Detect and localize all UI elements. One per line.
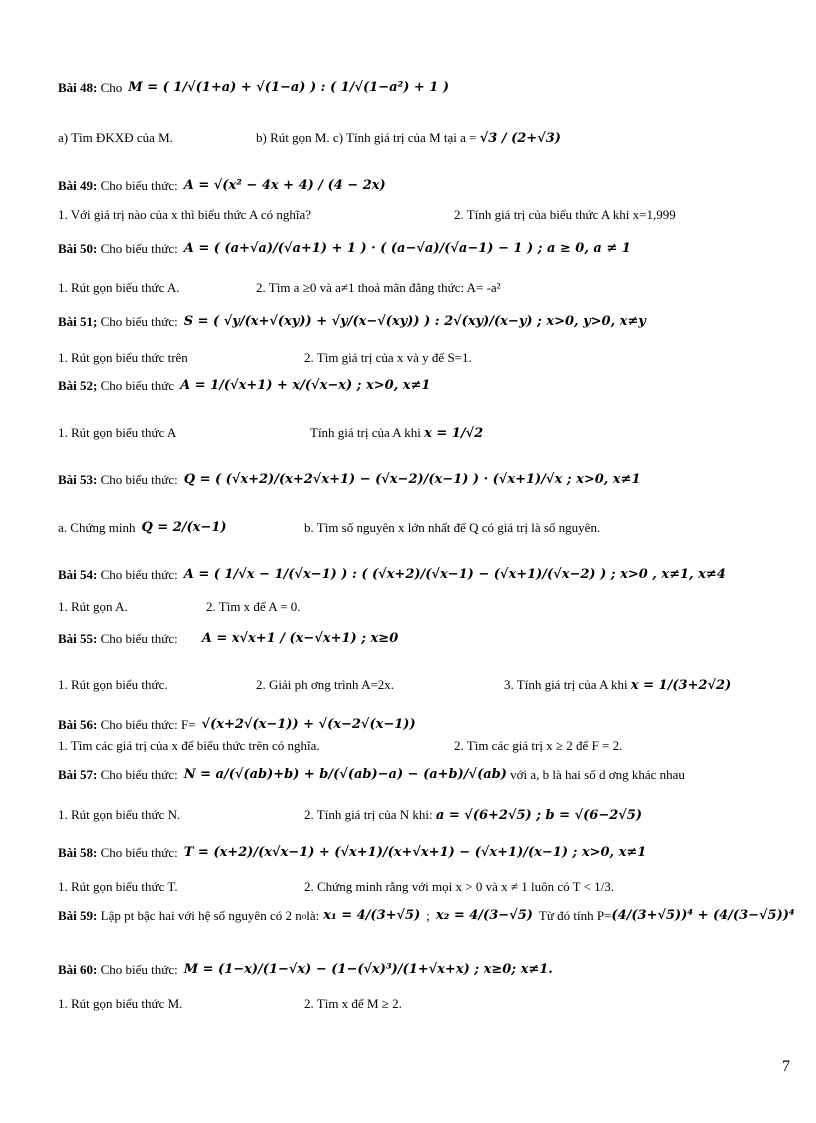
problem-54-questions bbox=[58, 599, 792, 615]
problem-57-questions bbox=[58, 807, 792, 823]
problem-59-x2: x₂ = 4/(3−√5) bbox=[435, 908, 533, 923]
problem-49-statement bbox=[58, 178, 792, 194]
problem-52-q2-value: x = 1/√2 bbox=[424, 425, 484, 441]
problem-55-title: Bài 55: bbox=[58, 631, 98, 646]
problem-60-formula: M = (1−x)/(1−√x) − (1−(√x)³)/(1+√x+x) ; x≥0; x≠1. bbox=[183, 962, 553, 977]
problem-53-q-a-value: Q = 2/(x−1) bbox=[141, 520, 227, 535]
problem-51-formula: S = ( √y/(x+√(xy)) + √y/(x−√(xy)) ) : 2√(xy)/(x−y) ; x>0, y>0, x≠y bbox=[183, 314, 646, 329]
problem-48-q-a: a) Tìm ĐKXĐ của M. bbox=[58, 130, 173, 145]
problem-56-title: Bài 56: bbox=[58, 717, 98, 732]
problem-52-questions bbox=[58, 425, 792, 441]
problem-56-intro: Cho biểu thức: F= bbox=[100, 717, 196, 732]
problem-56-q1: 1. Tìm các giá trị của x để biểu thức trên có nghĩa. bbox=[58, 738, 320, 753]
problem-53-formula: Q = ( (√x+2)/(x+2√x+1) − (√x−2)/(x−1) ) · (√x+1)/√x ; x>0, x≠1 bbox=[183, 472, 641, 487]
problem-58-questions bbox=[58, 879, 792, 895]
problem-50-q2: 2. Tìm a ≥0 và a≠1 thoả mãn đẳng thức: A= -a² bbox=[256, 280, 501, 295]
problem-48-q-c: c) Tính giá trị của M tại a = bbox=[332, 129, 477, 145]
problem-50-q1: 1. Rút gọn biểu thức A. bbox=[58, 280, 180, 295]
problem-57-q2: 2. Tính giá trị của N khi: bbox=[304, 806, 433, 822]
problem-54-q1: 1. Rút gọn A. bbox=[58, 599, 128, 614]
problem-50-formula: A = ( (a+√a)/(√a+1) + 1 ) · ( (a−√a)/(√a−1) − 1 ) ; a ≥ 0, a ≠ 1 bbox=[183, 241, 631, 256]
problem-48-intro: Cho bbox=[100, 80, 123, 95]
problem-55-intro: Cho biểu thức: bbox=[100, 631, 178, 646]
problem-57-q1: 1. Rút gọn biểu thức N. bbox=[58, 807, 181, 822]
problem-53-q-a: a. Chứng minh bbox=[58, 520, 136, 535]
problem-49-formula: A = √(x² − 4x + 4) / (4 − 2x) bbox=[183, 178, 386, 193]
problem-60-intro: Cho biểu thức: bbox=[100, 962, 178, 977]
problem-51-questions bbox=[58, 350, 792, 366]
problem-55-questions bbox=[58, 677, 792, 693]
problem-54-formula: A = ( 1/√x − 1/(√x−1) ) : ( (√x+2)/(√x−1) − (√x+1)/(√x−2) ) ; x>0 , x≠1, x≠4 bbox=[183, 567, 726, 582]
problem-55-q3: 3. Tính giá trị của A khi bbox=[504, 676, 628, 692]
problem-49-title: Bài 49: bbox=[58, 178, 98, 193]
problem-52-formula: A = 1/(√x+1) + x/(√x−x) ; x>0, x≠1 bbox=[180, 378, 431, 393]
problem-58-statement bbox=[58, 845, 792, 861]
problem-60-q1: 1. Rút gọn biểu thức M. bbox=[58, 996, 183, 1011]
problem-52-q1: 1. Rút gọn biểu thức A bbox=[58, 425, 177, 440]
problem-56-statement bbox=[58, 717, 792, 733]
problem-49-intro: Cho biểu thức: bbox=[100, 178, 178, 193]
problem-59-statement: Bài 59: Lập pt bậc hai với hệ số nguyên có 2 n o là: x₁ = 4/(3+√5) ; x₂ = 4/(3−√5) Từ đó tính P= (4/(3+√5))⁴ + (4/(3−√5))⁴ bbox=[58, 908, 795, 923]
problem-53-title: Bài 53: bbox=[58, 472, 98, 487]
problem-59-title: Bài 59: bbox=[58, 908, 98, 923]
problem-48-q-c-value: √3 / (2+√3) bbox=[479, 130, 561, 146]
problem-58-intro: Cho biểu thức: bbox=[100, 845, 178, 860]
problem-52-intro: Cho biểu thức bbox=[100, 378, 175, 393]
problem-57-intro: Cho biểu thức: bbox=[100, 767, 178, 782]
problem-55-q3-value: x = 1/(3+2√2) bbox=[630, 677, 732, 693]
problem-60-statement bbox=[58, 962, 792, 978]
problem-51-intro: Cho biểu thức: bbox=[100, 314, 178, 329]
problem-57-title: Bài 57: bbox=[58, 767, 98, 782]
problem-48-title: Bài 48: bbox=[58, 80, 98, 95]
problem-48-formula: M = ( 1/√(1+a) + √(1−a) ) : ( 1/√(1−a²) + 1 ) bbox=[128, 80, 450, 95]
problem-50-intro: Cho biểu thức: bbox=[100, 241, 178, 256]
problem-54-title: Bài 54: bbox=[58, 567, 98, 582]
problem-58-formula: T = (x+2)/(x√x−1) + (√x+1)/(x+√x+1) − (√x+1)/(x−1) ; x>0, x≠1 bbox=[183, 845, 647, 860]
problem-55-q2: 2. Giải ph ơng trình A=2x. bbox=[256, 677, 395, 692]
problem-52-q2: Tính giá trị của A khi bbox=[310, 424, 421, 440]
problem-58-q2: 2. Chứng minh rằng với mọi x > 0 và x ≠ 1 luôn có T < 1/3. bbox=[304, 879, 615, 894]
problem-48-q-b: b) Rút gọn M. bbox=[256, 129, 330, 145]
problem-57-formula: N = a/(√(ab)+b) + b/(√(ab)−a) − (a+b)/√(ab) bbox=[183, 767, 507, 782]
problem-60-title: Bài 60: bbox=[58, 962, 98, 977]
problem-58-q1: 1. Rút gọn biểu thức T. bbox=[58, 879, 178, 894]
problem-55-formula: A = x√x+1 / (x−√x+1) ; x≥0 bbox=[201, 631, 399, 646]
problem-48-questions bbox=[58, 130, 792, 146]
problem-59-intro-sub: o bbox=[301, 911, 307, 921]
problem-52-title: Bài 52; bbox=[58, 378, 98, 393]
problem-56-formula: √(x+2√(x−1)) + √(x−2√(x−1)) bbox=[201, 717, 416, 732]
problem-55-q1: 1. Rút gọn biểu thức. bbox=[58, 677, 168, 692]
problem-57-q2-value: a = √(6+2√5) ; b = √(6−2√5) bbox=[435, 807, 642, 823]
problem-51-q1: 1. Rút gọn biểu thức trên bbox=[58, 350, 188, 365]
problem-60-questions bbox=[58, 996, 792, 1012]
problem-57-note: với a, b là hai số d ơng khác nhau bbox=[510, 767, 685, 782]
problem-54-intro: Cho biểu thức: bbox=[100, 567, 178, 582]
problem-48-statement bbox=[58, 80, 792, 96]
problem-56-q2: 2. Tìm các giá trị x ≥ 2 để F = 2. bbox=[454, 738, 623, 753]
problem-49-q1: 1. Với giá trị nào của x thì biểu thức A có nghĩa? bbox=[58, 207, 312, 222]
problem-59-x1: x₁ = 4/(3+√5) bbox=[323, 908, 421, 923]
problem-50-statement bbox=[58, 241, 792, 257]
problem-53-statement bbox=[58, 472, 792, 488]
problem-51-title: Bài 51; bbox=[58, 314, 98, 329]
problem-57-statement bbox=[58, 767, 792, 783]
problem-50-title: Bài 50: bbox=[58, 241, 98, 256]
problem-54-statement bbox=[58, 567, 792, 583]
problem-59-intro: Lập pt bậc hai với hệ số nguyên có 2 n bbox=[100, 908, 302, 923]
problem-56-questions bbox=[58, 738, 792, 754]
problem-53-intro: Cho biểu thức: bbox=[100, 472, 178, 487]
problem-49-q2: 2. Tính giá trị của biểu thức A khi x=1,999 bbox=[454, 207, 676, 222]
problem-59-intro-end: là: bbox=[306, 908, 320, 923]
problem-49-questions bbox=[58, 207, 792, 223]
problem-59-tail: Từ đó tính P= bbox=[538, 908, 612, 923]
problem-55-statement bbox=[58, 631, 792, 647]
problem-53-questions bbox=[58, 520, 792, 536]
problem-52-statement bbox=[58, 378, 792, 394]
page-number: 7 bbox=[782, 1058, 790, 1075]
problem-60-q2: 2. Tìm x để M ≥ 2. bbox=[304, 996, 402, 1011]
problem-51-q2: 2. Tìm giá trị của x và y để S=1. bbox=[304, 350, 472, 365]
problem-59-p-expression: (4/(3+√5))⁴ + (4/(3−√5))⁴ bbox=[611, 908, 795, 923]
problem-50-questions bbox=[58, 280, 792, 296]
problem-53-q-b: b. Tìm số nguyên x lớn nhất để Q có giá trị là số nguyên. bbox=[304, 520, 601, 535]
problem-58-title: Bài 58: bbox=[58, 845, 98, 860]
problem-54-q2: 2. Tìm x để A = 0. bbox=[206, 599, 301, 614]
problem-51-statement bbox=[58, 314, 792, 330]
